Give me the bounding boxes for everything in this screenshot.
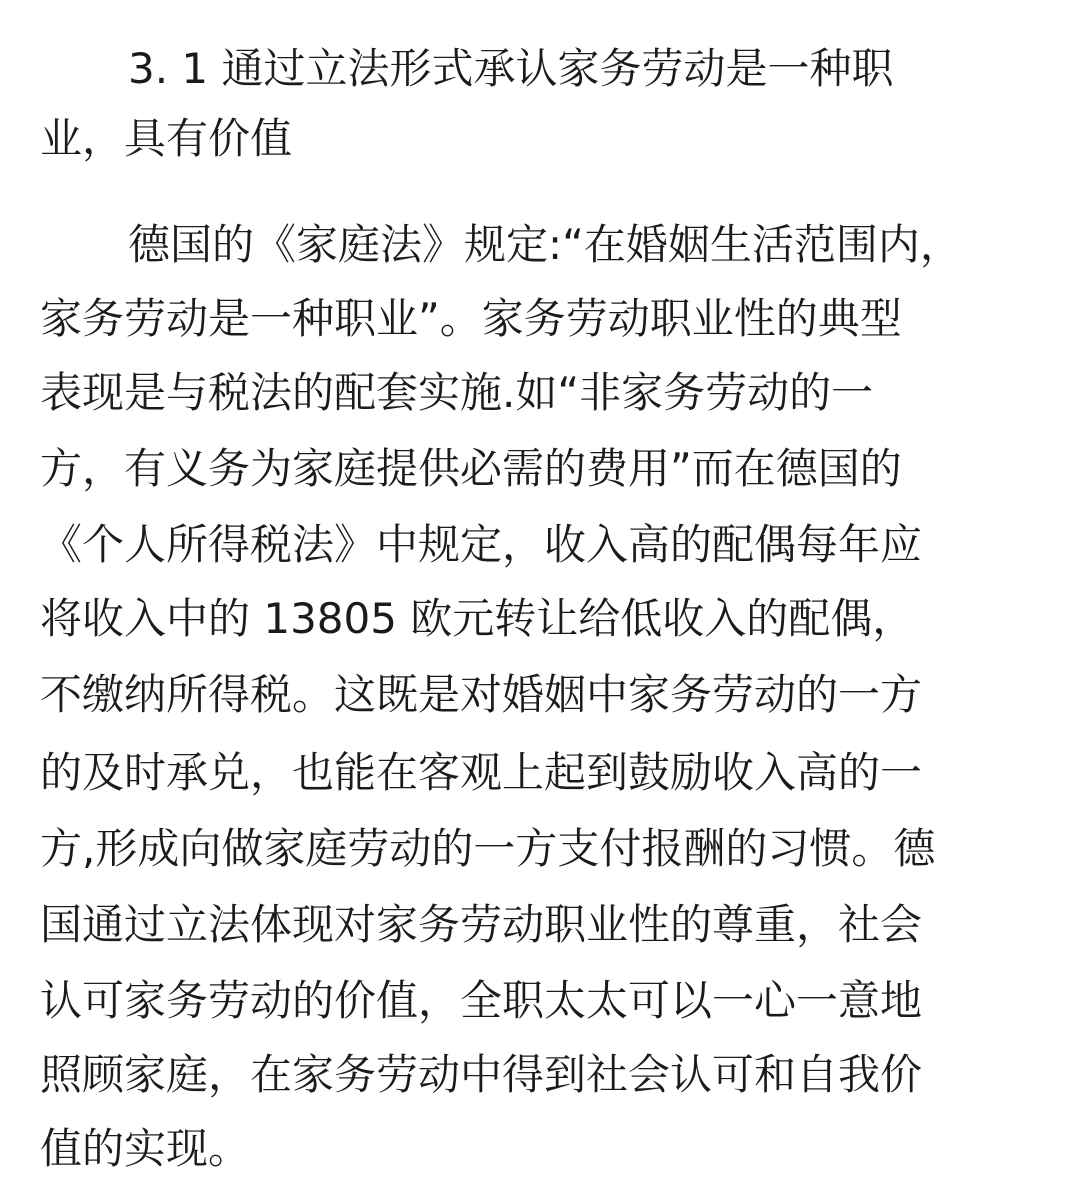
- heading-line-1: 3. 1 通过立法形式承认家务劳动是一种职: [128, 44, 894, 93]
- paragraph-line-6: 将收入中的 13805 欧元转让给低收入的配偶，: [40, 594, 915, 643]
- paragraph-line-4: 方，有义务为家庭提供必需的费用”而在德国的: [40, 444, 902, 493]
- heading-line-2: 业，具有价值: [40, 114, 293, 163]
- paragraph-line-13: 值的实现。: [40, 1124, 251, 1173]
- paragraph-line-5: 《个人所得税法》中规定，收入高的配偶每年应: [40, 520, 923, 569]
- paragraph-line-3: 表现是与税法的配套实施.如“非家务劳动的一: [40, 368, 874, 417]
- paragraph-line-12: 照顾家庭，在家务劳动中得到社会认可和自我价: [40, 1050, 923, 1099]
- paragraph-line-10: 国通过立法体现对家务劳动职业性的尊重，社会: [40, 900, 923, 949]
- paragraph-line-9: 方,形成向做家庭劳动的一方支付报酬的习惯。德: [40, 824, 936, 873]
- paragraph-line-1: 德国的《家庭法》规定:“在婚姻生活范围内，: [128, 220, 962, 269]
- paragraph-line-7: 不缴纳所得税。这既是对婚姻中家务劳动的一方: [40, 670, 923, 719]
- paragraph-line-8: 的及时承兑，也能在客观上起到鼓励收入高的一: [40, 748, 923, 797]
- paragraph-line-11: 认可家务劳动的价值，全职太太可以一心一意地: [40, 976, 923, 1025]
- paragraph-line-2: 家务劳动是一种职业”。家务劳动职业性的典型: [40, 294, 902, 343]
